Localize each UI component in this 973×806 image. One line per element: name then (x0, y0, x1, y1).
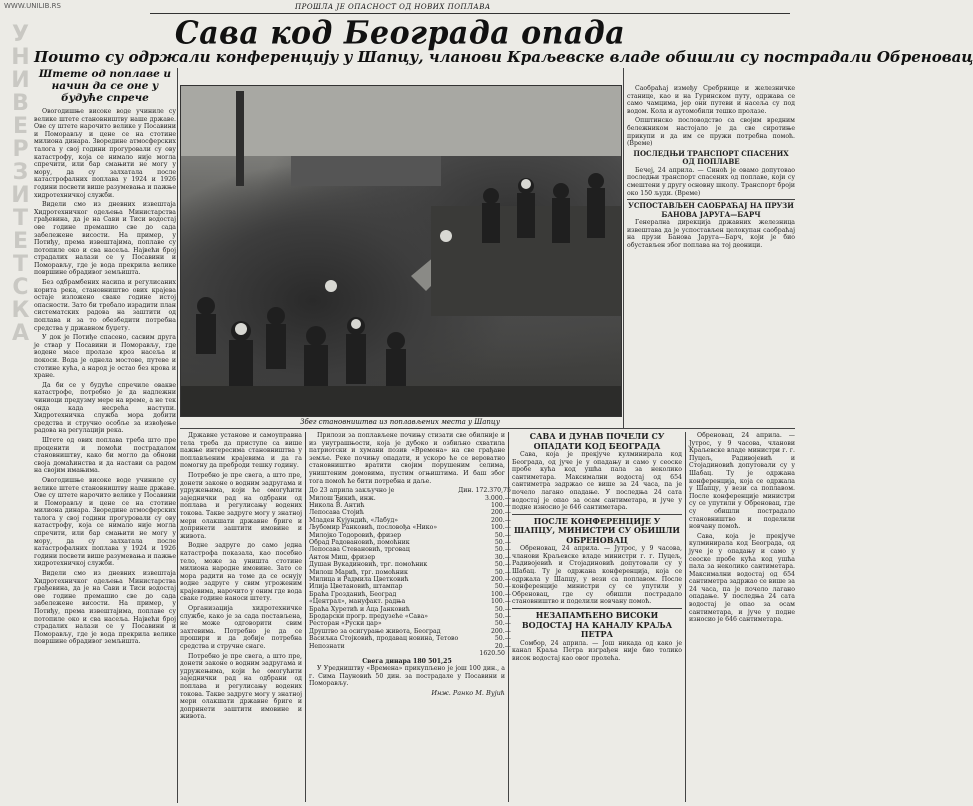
donor-name: Милица и Радмила Цветковић (309, 576, 409, 584)
donor-name: Браћа Хуретић и Аца Јанковић (309, 605, 410, 613)
appeal-column (309, 432, 511, 802)
column-rule (508, 432, 509, 802)
table-row (309, 539, 511, 546)
middle-paragraph: Државне установе и самоуправна тела треба да приступе са више пажње интересима становништва у поплављеним крајевима и да га помогну да преброди тешку годину. (180, 432, 302, 470)
left-article-title: Штете од поплаве и начин да се оне у будуће спрече (38, 68, 172, 104)
appeal-total (309, 658, 505, 666)
donor-amount: 50.— (494, 568, 511, 576)
donor-amount: 30.— (494, 553, 511, 561)
donor-amount: 50.— (494, 613, 511, 621)
donor-name: Милош Ђикић, инж. (309, 494, 376, 502)
right-text: Саобраћај између Сребрнице и железничке станице, као и на Гуринском путу, одржава се само чамцима, јер они путеви и насеља су под водом. Кола и аутомобили тешко пролазе. (627, 85, 795, 115)
donor-amount: 100.— (490, 501, 511, 509)
table-row (309, 643, 511, 650)
column-rule (305, 432, 306, 802)
donor-amount: 50.— (494, 583, 511, 591)
donor-name: Непознати (309, 642, 345, 650)
right-bottom-text: Сава, која је прекјуче кулминирала код Београда, од јуче је у опадању и само у сеоске пробе кућа код ушћа пала за неколико сантиметара. Максимални водостај од 654 сантиметра задржао се више за 24 часа, па је почело лагано опадање. У последња 24 сата водостај је опао за осам сантиметара, и јуче у подне износио је 646 сантиметара. (512, 451, 682, 512)
donor-amount: 50.— (494, 539, 511, 546)
middle-paragraph: Потребно је пре свега, а што пре, донети законе о водним задругама и удружењима, који ће омогућити заједнички рад на одбрани од поплава и регулисању водених токова. Такве задруге могу у знатној мери олакшати државне бриге и допринети заштити имовине и живота. (180, 652, 302, 721)
table-row (309, 569, 511, 576)
table-row (309, 628, 511, 635)
sava-danube-heading: САВА И ДУНАВ ПОЧЕЛИ СУ ОПАДАТИ КОД БЕОГРАДА (529, 431, 665, 451)
donor-amount: 100.— (490, 590, 511, 598)
donor-name: Милојко Тодоровић, фризер (309, 531, 402, 539)
donor-amount: 3.000.— (485, 494, 511, 502)
donor-name: Лепосава Стојић (309, 509, 364, 517)
table-row (309, 495, 511, 502)
left-paragraph: У док је Потиђе спасено, сасвим друга је ствар у Посавини и Поморављу, где водене масе пролазе кроз насеља и покоси. Вода је однела мостове, путеве и стотине кућа, а народ је остао без крова и хране. (34, 334, 176, 380)
column-rule (177, 68, 178, 803)
header-tagline: ПРОШЛА ЈЕ ОПАСНОСТ ОД НОВИХ ПОПЛАВА (295, 3, 491, 11)
right-text: Општинско пословодство са својим вредним бележником настојало је да све сиротиње прикупи и да им се пружи потребна помоћ. (Време) (627, 117, 795, 148)
far-right-column (689, 432, 795, 802)
table-row (309, 576, 511, 583)
author-signature: Инж. Ранко М. Вујић (431, 689, 505, 698)
donor-name: «Централ», мануфакт. радња (309, 598, 406, 606)
donor-amount: 50.— (494, 635, 511, 643)
right-bottom-text: Обреновац, 24 априла. — Јутрос, у 9 часова, чланови Краљевске владе министри г. г. Пуцељ, Радивојевић и Стојадиновић допутовали су у Шабац. Ту је одржана конференција, која се одржала у Шапцу, у вези са поплавом. После конференције министри су се упутили у Обреновац, где су обишли пострадало становништво и поделили новчану помоћ. (512, 545, 682, 606)
donor-amount: 50.— (494, 620, 511, 628)
appeal-total-label: Свега динара (362, 657, 411, 665)
railway-heading: УСПОСТАВЉЕН САОБРАЋАЈ НА ПРУЗИ БАНОВА ЈАРУГА—БАРЧ (628, 201, 794, 219)
right-top-column (627, 85, 795, 425)
table-row (309, 583, 511, 590)
right-text: Генерална дирекција државних железница извештава да је успостављен целокупан саобраћај на прузи Банова Јаруга—Барч, који је био обустављен због поплава на тој деоници. (627, 219, 795, 249)
photo-illustration (181, 86, 621, 416)
table-row (309, 606, 511, 613)
table-row (309, 517, 511, 524)
appeal-footnote: У Уредништву «Времена» прикупљено је још 100 дин., а г. Сима Пауновић 50 дин. за пострадале у Посавини и Поморављу. (309, 665, 505, 688)
donor-amount: 50.— (494, 531, 511, 539)
site-url: WWW.UNILIB.RS (4, 2, 61, 10)
donor-amount: 20.— (494, 642, 511, 650)
middle-paragraph: Водне задруге до само једна катастрофа показала, као посебно тело, може за уништа стотине милиона народне имовине. Зато се мора радити на томе да се оснују водне задруге у свим угроженим крајевима, нарочито у оним где вода сваке године наноси штету. (180, 542, 302, 603)
far-right-text: Обреновац, 24 априла. — Јутрос, у 9 часова, чланови Краљевске владе министри г. г. Пуцељ, Радивојевић и Стојадиновић допутовали су у Шабац. Ту је одржана конференција, која се одржала у Шапцу, у вези са поплавом. После конференције министри су се упутили у Обреновац, где су обишли пострадало становништво и поделили новчану помоћ. (689, 432, 795, 531)
middle-column (180, 432, 302, 802)
donor-name: Бродарски прогр. предузеће «Сава» (309, 613, 429, 621)
middle-paragraph: Потребно је пре свега, а што пре, донети законе о водним задругама и удружењима, који ће омогућити заједнички рад на одбрани од поплава и регулисању водених токова. Такве задруге могу у знатној мери олакшати државне бриге и допринети заштити имовине и живота. (180, 471, 302, 540)
donor-name: Никола В. Антић (309, 501, 365, 509)
left-paragraph: Без одбрамбених насипа и регулисаних корита река, становништво ових крајева остаје изложено сваке године истој опасности. Зато би требало израдити план систематских радова на заштити од поплава и за то обезбедити потребна средства у државном буџету. (34, 279, 176, 332)
table-row (309, 509, 511, 516)
donor-name: Ресторан «Руски цар» (309, 620, 382, 628)
donor-table (309, 487, 511, 650)
table-row (309, 487, 511, 494)
donor-amount: 200.— (490, 509, 511, 517)
donor-name: Браћа Грозданић, Београд (309, 590, 397, 598)
donor-header-label: До 23 априла закључно је (309, 487, 395, 495)
section-rule (512, 608, 682, 609)
left-column (34, 68, 176, 803)
appeal-total-value: 180 501,25 (413, 657, 452, 665)
donor-name: Илија Цветановић, штампар (309, 583, 403, 591)
column-rule (623, 68, 624, 428)
donor-amount: 50.— (494, 561, 511, 569)
canal-heading: НЕЗАПАМЋЕНО ВИСОКИ ВОДОСТАЈ НА КАНАЛУ КРАЉА ПЕТРА (521, 610, 673, 639)
left-paragraph: Штете од ових поплава треба што пре проценити и помоћи пострадалом становништву, како би могло да обнови своја домаћинства и да настави са радом на својим имањима. (34, 436, 176, 475)
left-paragraph: Овогодишње високе воде учиниле су велике штете становништву наше државе. Ове су штете нарочито велике у Посавини и Поморављу и цене се на стотине милиона динара. Зворедине атмосферских талога у свој години прогуровали су ову катастрофу, која се нимало није могла спречити, или бар смањити не могу у мору, да су залхатала после катастрофалних поплава у 1924 и 1926 години посвети више разумевања и пажње хидротехничкој служби. (34, 108, 176, 199)
left-article-body (34, 108, 176, 798)
appeal-subtotal: 1620.50 (479, 650, 505, 658)
left-paragraph: Да би се у будуће спречиле овакве катастрофе, потребно је да надлежни чиниоци предузму мере на време, а не тек онда када несрећа наступи. Хидротехничка служба мора добити средства и стручно особље за извођење радова на регулацији река. (34, 381, 176, 435)
left-paragraph: Овогодишње високе воде учиниле су велике штете становништву наше државе. Ове су штете нарочито велике у Посавини и Поморављу и цене се на стотине милиона динара. Зворедине атмосферских талога у свој години прогуровали су ову катастрофу, која се нимало није могла спречити, или бар смањити не могу у мору, да су залхатала после катастрофалних поплава у 1924 и 1926 години посвети више разумевања и пажње хидротехничкој служби. (34, 476, 176, 568)
table-row (309, 546, 511, 553)
table-row (309, 532, 511, 539)
donor-header-amount: Дин. 172.370,75 (458, 487, 511, 495)
table-row (309, 591, 511, 598)
flood-refugees-photo (180, 85, 622, 417)
donor-name: Васиљка Стојковић, продавац новина, Тетово (309, 635, 459, 643)
right-bottom-text: Сомбор, 24 априла. — Још никада од како је канал Краља Петра изграђен није био толико висок водостај као овог пролећа. (512, 639, 682, 662)
donor-amount: 200.— (490, 627, 511, 635)
table-row (309, 598, 511, 605)
donor-amount: 100.— (490, 524, 511, 532)
left-paragraph: Видели смо из дневних извештаја Хидротехничког одељења Министарства грађевина, да је на Сави и Тиси водостај ове године премашио све до сада забележене висости. На пример, у Потиђу, према извештајима, поплаве су потопиле око и сва насеља. Највећи број страдалих налази се у Посавини и Поморављу, где је вода прекрила велике површине обрадивог земљишта. (34, 570, 176, 646)
donor-name: Антон Миш, фризер (309, 553, 376, 561)
right-text: Бечеј, 24 априла. — Синоћ је овамо допутовао последњи транспорт спасених од поплаве, који су смештени у другу основну школу. Транспорт броји око 150 људи. (Време) (627, 166, 795, 197)
donor-amount: 50.— (494, 546, 511, 554)
photo-caption: Збег становништва из поплављених места у Шапцу (300, 418, 500, 426)
donor-name: Друштво за осигурање живота, Београд (309, 627, 441, 635)
table-row (309, 502, 511, 509)
table-row (309, 554, 511, 561)
donor-name: Милош Марић, трг. помоћник (309, 568, 408, 576)
far-right-text: Сава, која је прекјуче кулминирала код Београда, од јуче је у опадању и само у сеоске пробе кућа код ушћа пала за неколико сантиметара. Максимални водостај од 654 сантиметра задржао се више за 24 часа, па је почело лагано опадање. У последња 24 сата водостај је опао за осам сантиметара, и јуче у подне износио је 646 сантиметара. (689, 532, 795, 624)
headline: Сава код Београда опада (174, 15, 626, 52)
header-rule (150, 13, 790, 14)
donor-name: Младен Кујундић, «Лабуд» (309, 516, 399, 524)
donor-name: Душан Вукадиновић, трг. помоћник (309, 561, 428, 569)
donor-name: Љубомир Ранковић, пословођа «Нико» (309, 524, 438, 532)
donor-name: Обрад Радовановић, помоћник (309, 539, 410, 546)
table-row (309, 635, 511, 642)
conference-heading: ПОСЛЕ КОНФЕРЕНЦИЈЕ У ШАПЦУ, МИНИСТРИ СУ ОБИШЛИ ОБРЕНОВАЦ (513, 515, 680, 545)
appeal-intro: Прилози за поплављене почињу стизати све обилније и из унутрашњости, која је дубоко и озбиљно схватила патриотски и хумани позив «Времена» на све грађане земље. Реке почињу опадати, и ускоро ће се вероватно становништво вратити својим порушеним селима, уништеним домовима, пустим огњиштима. И баш због тога помоћ ће бити потребна и даље. (309, 432, 505, 485)
donor-amount: 200.— (490, 576, 511, 584)
vertical-watermark: УНИВЕРЗИТЕТСКА (8, 22, 33, 344)
last-transport-heading: ПОСЛЕДЊИ ТРАНСПОРТ СПАСЕНИХ ОД ПОПЛАВЕ (633, 148, 789, 167)
section-rule (512, 514, 682, 515)
donor-amount: 50.— (494, 605, 511, 613)
table-row (309, 561, 511, 568)
donor-name: Лепосава Стевановић, трговац (309, 546, 410, 554)
donor-amount: 100.— (490, 598, 511, 606)
left-paragraph: Видели смо из дневних извештаја Хидротехничког одељења Министарства грађевина, да је на Сави и Тиси водостај ове године премашио све до сада забележене висости. На пример, у Потиђу, према извештајима, поплаве су потопиле око и сва насеља. Највећи број страдалих налази се у Посавини и Поморављу, где је вода прекрила велике површине обрадивог земљишта. (34, 201, 176, 277)
middle-paragraph: Организација хидротехничке службе, како је за сада постављена, не може одговорити свим захтевима. Потребно је да се прошири и да добије потребна средства и стручне снаге. (180, 605, 302, 651)
right-bottom-column (512, 432, 682, 802)
table-row (309, 620, 511, 627)
subheadline: Пошто су одржали конференцију у Шапцу, чланови Краљевске владе обишли су пострадали Обреновац (34, 48, 973, 66)
section-rule (627, 199, 795, 200)
section-rule (180, 428, 795, 429)
table-row (309, 524, 511, 531)
column-rule (685, 432, 686, 802)
donor-amount: 200.— (490, 516, 511, 524)
table-row (309, 613, 511, 620)
